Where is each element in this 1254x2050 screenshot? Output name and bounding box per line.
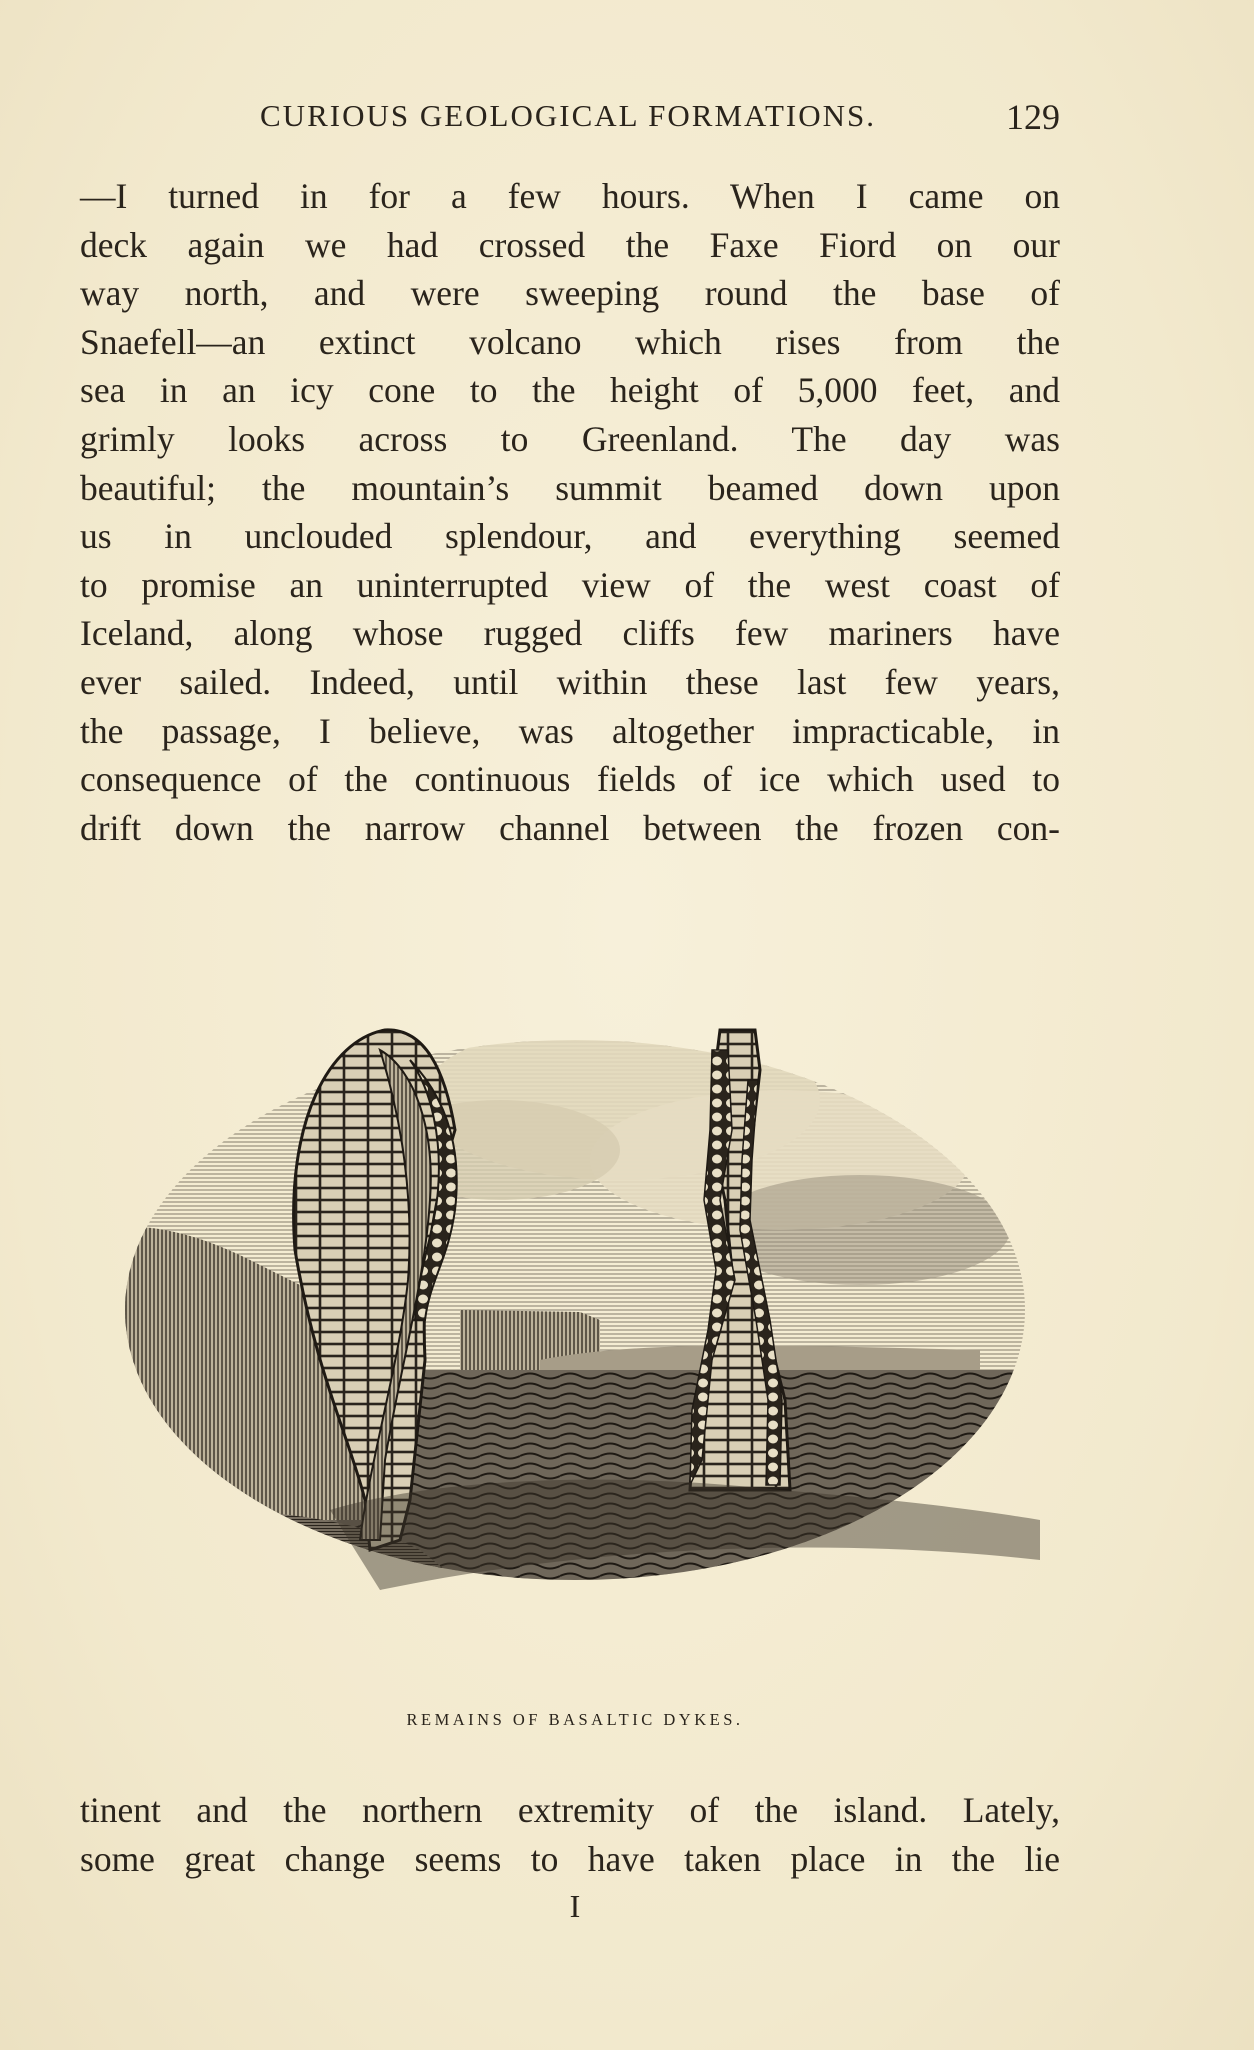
- paragraph-top: [80, 172, 1060, 852]
- text-line: us in unclouded splendour, and everything seemed: [80, 516, 1060, 557]
- text-line: beautiful; the mountain’s summit beamed down upon: [80, 467, 1060, 508]
- running-head: [80, 96, 1060, 144]
- text-line: deck again we had crossed the Faxe Fiord on our: [80, 224, 1060, 265]
- text-line: to promise an uninterrupted view of the west coast of: [80, 564, 1060, 605]
- text-line: way north, and were sweeping round the base of: [80, 273, 1060, 314]
- running-title: CURIOUS GEOLOGICAL FORMATIONS.: [260, 98, 877, 133]
- text-line: some great change seems to have taken place in the lie: [80, 1838, 1060, 1879]
- figure-caption: REMAINS OF BASALTIC DYKES.: [406, 1710, 744, 1729]
- text-line: Snaefell—an extinct volcano which rises from the: [80, 321, 1060, 362]
- text-line: ever sailed. Indeed, until within these last few years,: [80, 661, 1060, 702]
- paragraph-bottom: [80, 1786, 1060, 1883]
- text-line: consequence of the continuous fields of ice which used to: [80, 759, 1060, 800]
- page-number: 129: [1006, 97, 1060, 137]
- text-line: tinent and the northern extremity of the island. Lately,: [80, 1790, 1060, 1830]
- text-line: the passage, I believe, was altogether impracticable, in: [80, 710, 1060, 751]
- text-line: grimly looks across to Greenland. The day was: [80, 418, 1060, 459]
- text-line: Iceland, along whose rugged cliffs few mariners have: [80, 613, 1060, 654]
- text-line: sea in an icy cone to the height of 5,000 feet, and: [80, 370, 1060, 411]
- text-line: —I turned in for a few hours. When I came on: [80, 176, 1060, 216]
- text-line: drift down the narrow channel between the frozen con-: [80, 807, 1060, 848]
- engraving-illustration: [80, 900, 1070, 1690]
- signature-mark: I: [569, 1888, 581, 1924]
- engraving-basaltic-dykes: [80, 900, 1070, 1690]
